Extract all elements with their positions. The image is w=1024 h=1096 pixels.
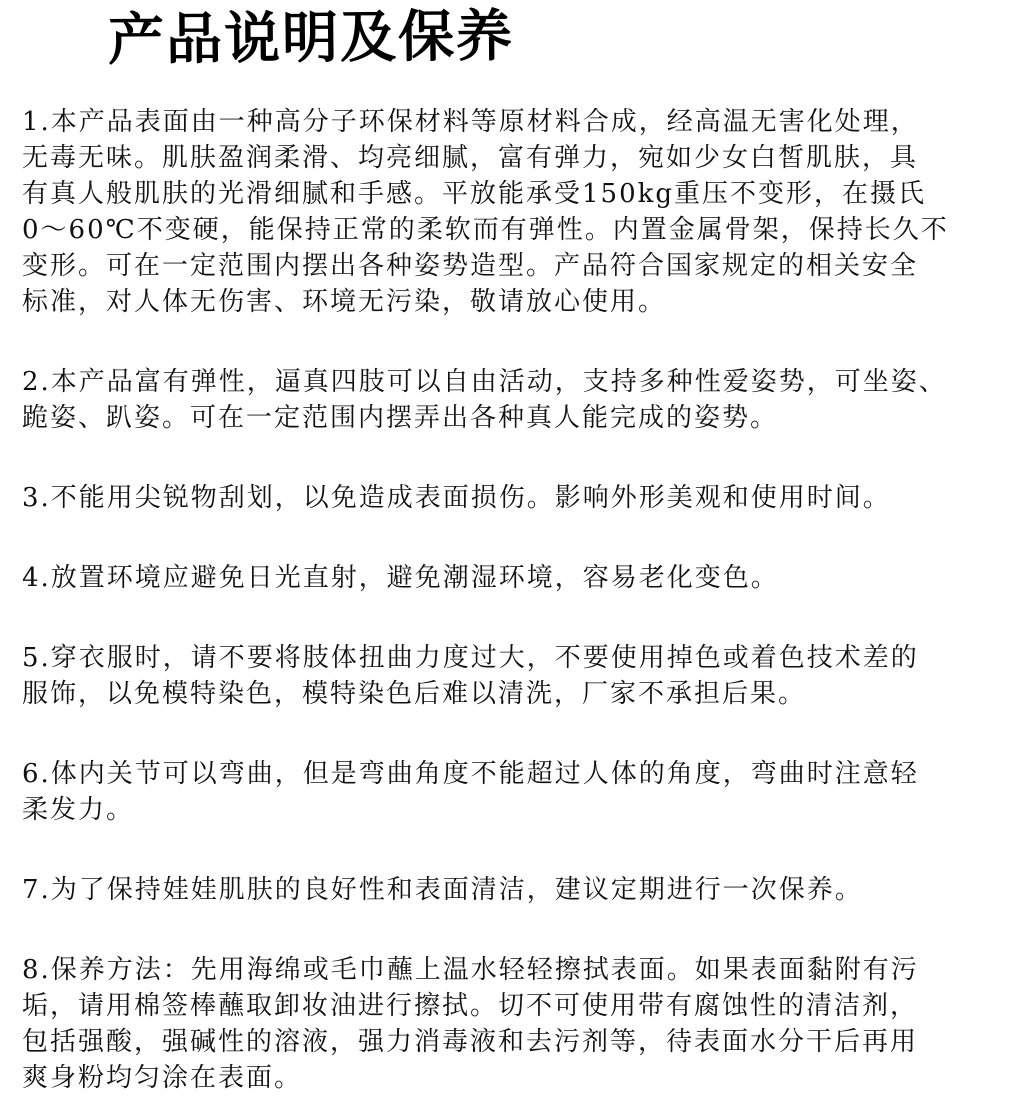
- instruction-item-3: [22, 480, 1010, 516]
- instruction-line: 包括强酸，强碱性的溶液，强力消毒液和去污剂等，待表面水分干后再用: [22, 1027, 919, 1057]
- instruction-line: 3.不能用尖锐物刮划，以免造成表面损伤。影响外形美观和使用时间。: [22, 483, 891, 513]
- instruction-item-2: [22, 364, 1010, 436]
- instruction-line: 4.放置环境应避免日光直射，避免潮湿环境，容易老化变色。: [22, 563, 779, 593]
- instruction-line: 6.体内关节可以弯曲，但是弯曲角度不能超过人体的角度，弯曲时注意轻: [22, 759, 919, 789]
- instruction-item-8: [22, 952, 1010, 1096]
- instruction-line: 无毒无味。肌肤盈润柔滑、均亮细腻，富有弹力，宛如少女白皙肌肤，具: [22, 143, 919, 173]
- instruction-line: 柔发力。: [22, 795, 135, 825]
- instruction-line: 0～60℃不变硬，能保持正常的柔软而有弹性。内置金属骨架，保持长久不: [22, 215, 949, 245]
- instruction-item-1: [22, 104, 1010, 320]
- instruction-item-7: [22, 872, 1010, 908]
- instruction-item-5: [22, 640, 1010, 712]
- instruction-line: 7.为了保持娃娃肌肤的良好性和表面清洁，建议定期进行一次保养。: [22, 875, 863, 905]
- instruction-line: 5.穿衣服时，请不要将肢体扭曲力度过大，不要使用掉色或着色技术差的: [22, 643, 919, 673]
- instruction-line: 变形。可在一定范围内摆出各种姿势造型。产品符合国家规定的相关安全: [22, 251, 919, 281]
- instruction-line: 爽身粉均匀涂在表面。: [22, 1063, 303, 1093]
- instruction-line: 跪姿、趴姿。可在一定范围内摆弄出各种真人能完成的姿势。: [22, 403, 779, 433]
- instruction-item-6: [22, 756, 1010, 828]
- instruction-line: 有真人般肌肤的光滑细腻和手感。平放能承受150kg重压不变形，在摄氏: [22, 179, 927, 209]
- instruction-list: [22, 104, 1010, 1096]
- instruction-line: 垢，请用棉签棒蘸取卸妆油进行擦拭。切不可使用带有腐蚀性的清洁剂，: [22, 991, 919, 1021]
- instruction-line: 标准，对人体无伤害、环境无污染，敬请放心使用。: [22, 287, 667, 317]
- instruction-line: 服饰，以免模特染色，模特染色后难以清洗，厂家不承担后果。: [22, 679, 807, 709]
- instruction-item-4: [22, 560, 1010, 596]
- instruction-line: 8.保养方法：先用海绵或毛巾蘸上温水轻轻擦拭表面。如果表面黏附有污: [22, 955, 919, 985]
- page-title: 产品说明及保养: [107, 3, 515, 74]
- instruction-line: 2.本产品富有弹性，逼真四肢可以自由活动，支持多种性爱姿势，可坐姿、: [22, 367, 947, 397]
- instruction-line: 1.本产品表面由一种高分子环保材料等原材料合成，经高温无害化处理，: [22, 107, 919, 137]
